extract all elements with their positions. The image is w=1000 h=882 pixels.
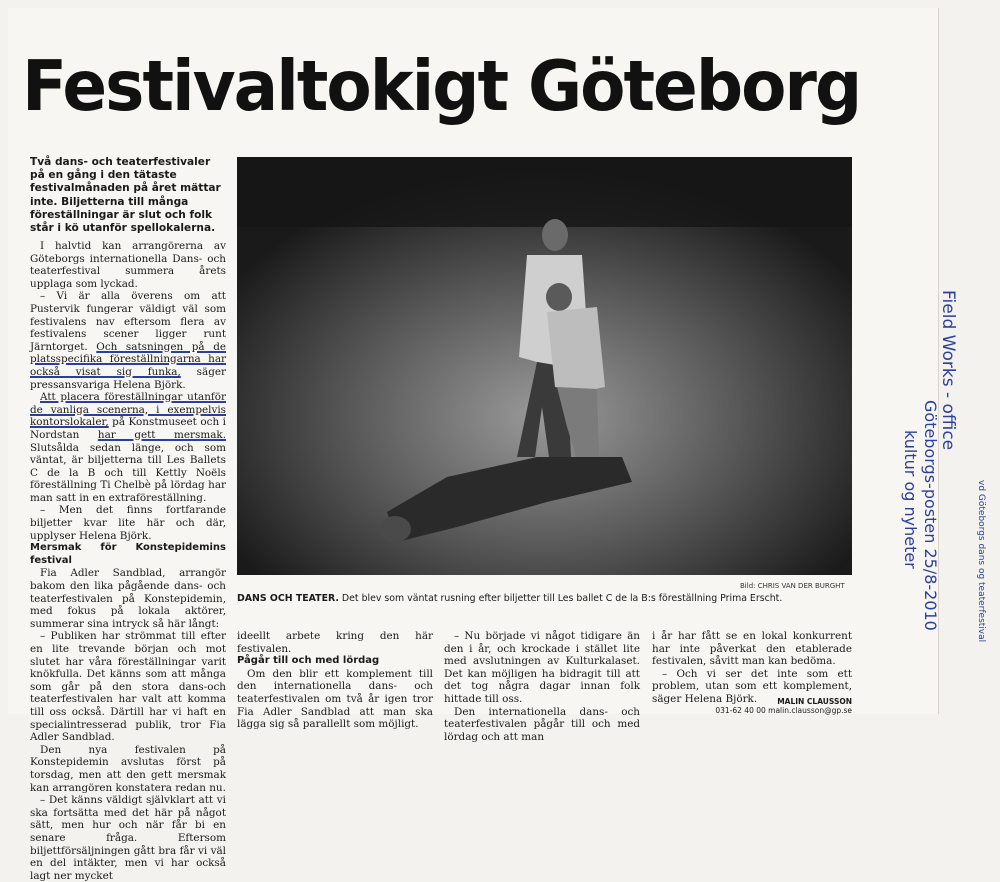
col1-paragraph-5: Fia Adler Sandblad, arrangör bakom den lika pågående dans- och teaterfestivalen på Konstepidemin, med fokus på lokala aktörer, summerar sina intryck så här långt:: [30, 567, 226, 630]
stage-backdrop: [237, 157, 852, 227]
byline-contact: 031-62 40 00 malin.clausson@gp.se: [715, 706, 852, 715]
lying-dancer-head: [379, 516, 411, 542]
handwritten-note-1: Field Works - office: [938, 290, 958, 451]
second-dancer-head: [546, 283, 572, 311]
dancer-head: [542, 219, 568, 251]
col2-subheading: Pågår till och med lördag: [237, 655, 380, 667]
byline: [686, 697, 852, 715]
headline: Festivaltokigt Göteborg: [22, 46, 861, 127]
col1-p2-underlined: Och satsningen på de platsspecifika föreställningarna har också visat sig funka,: [30, 340, 226, 378]
col3-paragraph-2: Den internationella dans- och teaterfestivalen pågår till och med lördag och att man: [444, 705, 640, 743]
col1-p3-underlined-c: har gett mersmak.: [97, 428, 226, 441]
lead-paragraph: Två dans- och teaterfestivaler på en gång i den tätaste festivalmånaden på året mättar inte. Biljetterna till många föreställningar är slut och folk står i kö utanför spellokalerna.: [30, 156, 221, 235]
col1-paragraph-3: [30, 391, 226, 504]
col1-paragraph-1: I halvtid kan arrangörerna av Göteborgs internationella Dans- och teaterfestival summera årets upplaga som lyckad.: [30, 240, 226, 290]
col1-p2-text-a: – Vi är alla överens om att Pustervik fungerar väldigt väl som festivalens nav eftersom flera av festivalens scener ligger runt Järntorget.: [30, 290, 226, 353]
caption-label: DANS OCH TEATER.: [237, 593, 339, 604]
handwritten-note-3: kultur og nyheter: [901, 430, 920, 569]
handwritten-note-4: vd Göteborgs dans og teaterfestival: [976, 480, 986, 643]
col1-p3-underlined-a: Att placera föreställningar utanför de vanliga scenerna, i exempelvis kontorslokaler,: [30, 391, 226, 429]
article-column-4: [652, 630, 852, 706]
col1-paragraph-2: [30, 290, 226, 391]
col1-p3-text-d: Slutsålda sedan länge, och som väntat, är biljetterna till Les Ballets C de la B och till Kettly Noëls föreställning Ti Chelbè på lördag har man satt in en extraföreställning.: [30, 441, 226, 504]
col1-p2-text-c: säger pressansvariga Helena Björk.: [30, 365, 226, 391]
col1-paragraph-4: – Men det finns fortfarande biljetter kvar lite här och där, upplyser Helena Björk.: [30, 504, 226, 542]
article-column-1: [30, 240, 226, 882]
article-column-3: [444, 630, 640, 743]
photo-caption: [237, 593, 852, 605]
col2-paragraph-1: ideellt arbete kring den här festivalen.: [237, 630, 433, 655]
handwritten-note-2: Göteborgs-posten 25/8-2010: [921, 400, 940, 631]
caption-text: Det blev som väntat rusning efter biljetter till Les ballet C de la B:s föreställning Prima Erscht.: [338, 593, 783, 604]
dance-photo-illustration: [237, 157, 852, 575]
col1-p3-text-b: på Konstmuseet och i Nordstan: [30, 416, 226, 441]
col2-paragraph-2: Om den blir ett komplement till den internationella dans- och teaterfestivalen om två år igen tror Fia Adler Sandblad att man ska lägga sig så parallellt som möjligt.: [237, 667, 433, 731]
col1-paragraph-7: Den nya festivalen på Konstepidemin avslutas först på torsdag, men att den gett mersmak kan arrangören konstatera redan nu.: [30, 743, 226, 794]
col1-subheading: Mersmak för Konstepidemins festival: [30, 542, 226, 566]
second-dancer-shirt: [547, 307, 605, 392]
article-photo: [237, 157, 852, 575]
col3-paragraph-1: – Nu började vi något tidigare än den i år, och krockade i stället lite med avslutningen av Kulturkalaset. Det kan möjligen ha bidragit till att det tog några dagar innan folk hittade till oss.: [444, 630, 640, 705]
col4-paragraph-2: – Och vi ser det inte som ett problem, utan som ett komplement, säger Helena Björk.: [652, 667, 852, 705]
byline-name: MALIN CLAUSSON: [777, 697, 852, 706]
col1-paragraph-6: – Publiken har strömmat till efter en lite trevande början och mot slutet har våra föreställningar varit knökfulla. Det känns som att många som går på den stora dans-och teaterfestivalen har valt att komma till oss också. Därtill har vi haft en specialintresserad publik, tror Fia Adler Sandblad.: [30, 630, 226, 744]
col1-paragraph-8: – Det känns väldigt självklart att vi ska fortsätta med det här på något sätt, men hur och när får bi en senare fråga. Eftersom biljettförsäljningen gått bra får vi väl en del intäkter, men vi har också lagt ner mycket: [30, 794, 226, 882]
photo-credit: Bild: CHRIS VAN DER BURGHT: [740, 582, 845, 590]
col4-paragraph-1: i år har fått se en lokal konkurrent har inte påverkat den etablerade festivalen, såvitt man kan bedöma.: [652, 630, 852, 668]
article-column-2: [237, 630, 433, 731]
